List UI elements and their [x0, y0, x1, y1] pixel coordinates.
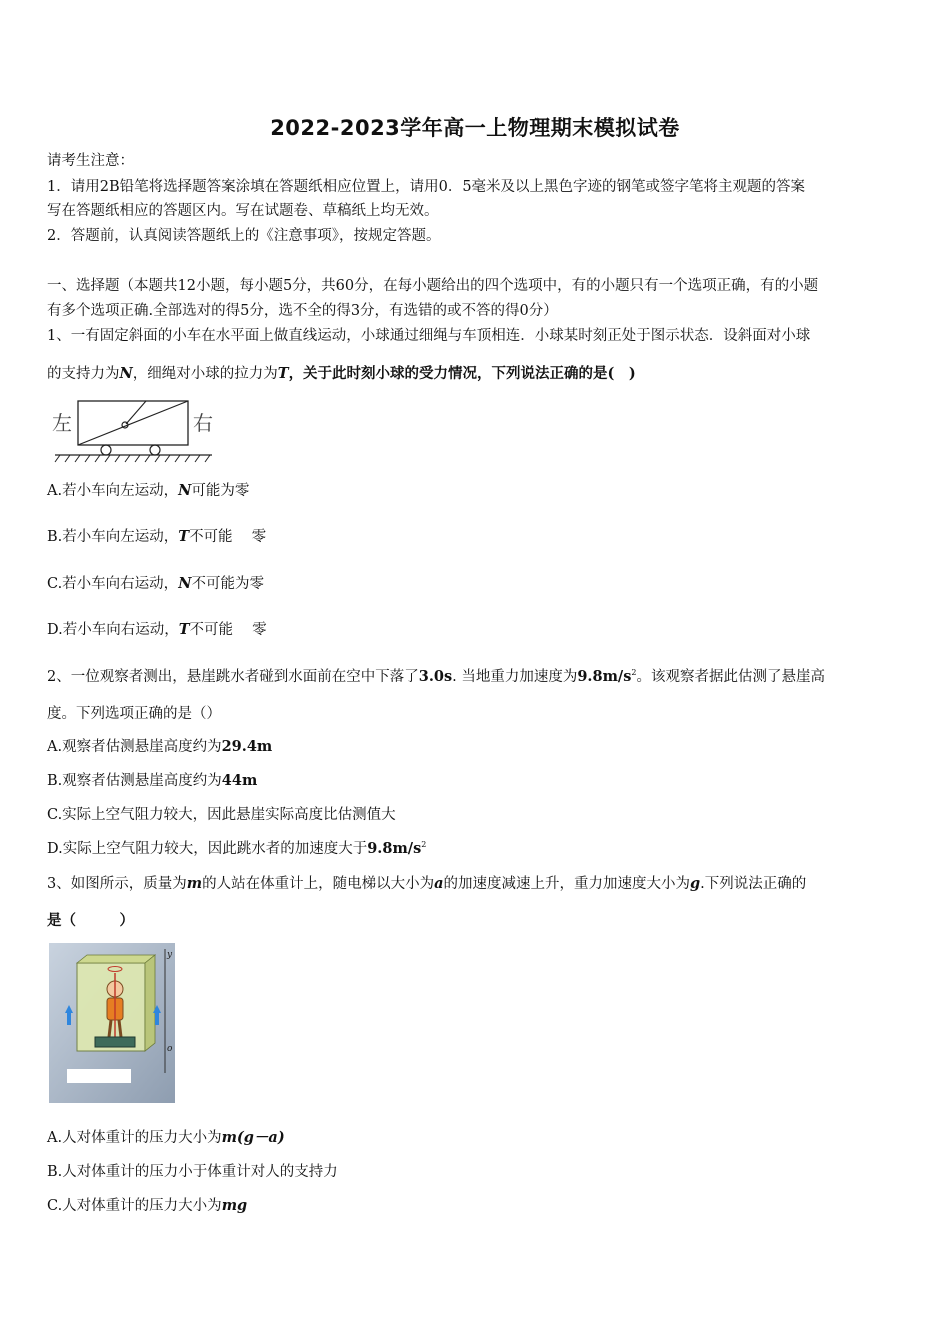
stem-text: 的加速度减速上升，重力加速度大小为	[443, 876, 690, 892]
person-leg-right	[119, 1020, 121, 1037]
q1-stem-text-c: ，关于此时刻小球的受力情况，下列说法正确的是( )	[288, 365, 636, 382]
label-left: 左	[52, 411, 72, 435]
q3-option-a	[47, 1128, 907, 1148]
page-title: 2022-2023学年高一上物理期末模拟试卷	[270, 116, 680, 140]
axis-label-y: y	[167, 950, 173, 960]
option-expr: m(g－a)	[221, 1129, 285, 1146]
q3-elevator-figure	[49, 943, 175, 1103]
q3-option-c	[47, 1196, 907, 1216]
option-text: A.观察者估测悬崖高度约为	[47, 739, 222, 755]
stem-var: m	[186, 875, 203, 892]
cabin-top	[77, 955, 155, 963]
arrow-up-right-shaft	[155, 1013, 159, 1025]
q1-var-n: N	[119, 365, 133, 382]
stem-text: .下列说法正确的	[700, 876, 807, 892]
notice-heading: 请考生注意：	[47, 153, 134, 169]
option-text: D.若小车向右运动，	[47, 622, 179, 638]
option-text: B.观察者估测悬崖高度约为	[47, 773, 222, 789]
option-text: 不可能 零	[189, 622, 267, 638]
option-text: 不可能为零	[191, 576, 264, 592]
arrow-up-left-shaft	[67, 1013, 71, 1025]
option-value: 9.8m/s	[367, 840, 422, 857]
stem-text: . 当地重力加速度为	[452, 669, 578, 685]
wheel-right	[150, 445, 160, 455]
wheel-left	[101, 445, 111, 455]
option-text: 可能为零	[191, 483, 250, 499]
q2-stem	[47, 667, 907, 687]
scale	[95, 1037, 135, 1047]
stem-text: 3、如图所示，质量为	[47, 876, 187, 892]
notice-item-1: 1．请用2B铅笔将选择题答案涂填在答题纸相应位置上，请用0．5毫米及以上黑色字迹的钢笔或签字笔将主观题的答案	[47, 179, 806, 195]
q3-option-b: B.人对体重计的压力小于体重计对人的支持力	[47, 1164, 338, 1180]
q1-var-t: T	[277, 365, 289, 382]
q1-stem-text-b: ，细绳对小球的拉力为	[132, 366, 278, 382]
section-1-heading-cont: 有多个选项正确.全部选对的得5分，选不全的得3分，有选错的或不答的得0分）	[47, 303, 558, 319]
q2-option-d	[47, 839, 907, 859]
option-superscript: 2	[421, 840, 427, 850]
q2-option-b	[47, 771, 907, 791]
option-text: 不可能 零	[189, 529, 267, 545]
stem-var: g	[689, 875, 701, 892]
option-text: D.实际上空气阻力较大，因此跳水者的加速度大于	[47, 841, 368, 857]
q1-cart-figure	[50, 396, 216, 466]
option-var: T	[178, 621, 190, 638]
notice-item-1-cont: 写在答题纸相应的答题区内。写在试题卷、草稿纸上均无效。	[47, 203, 439, 219]
option-expr: mg	[221, 1197, 248, 1214]
q3-stem-cont: 是（ ）	[47, 912, 134, 929]
q1-stem-text-a: 的支持力为	[47, 366, 120, 382]
option-value: 29.4m	[221, 738, 273, 755]
stem-value: 3.0s	[418, 668, 453, 685]
watermark-cover	[67, 1069, 131, 1083]
option-text: A.人对体重计的压力大小为	[47, 1130, 222, 1146]
label-right: 右	[193, 411, 213, 435]
q1-option-d	[47, 620, 907, 640]
option-var: N	[178, 482, 192, 499]
option-text: B.若小车向左运动，	[47, 529, 179, 545]
q2-option-c: C.实际上空气阻力较大，因此悬崖实际高度比估测值大	[47, 807, 396, 823]
notice-item-2: 2．答题前，认真阅读答题纸上的《注意事项》，按规定答题。	[47, 228, 441, 244]
option-var: N	[178, 575, 192, 592]
stem-text: 的人站在体重计上，随电梯以大小为	[202, 876, 435, 892]
stem-superscript: 2	[631, 668, 637, 678]
incline	[78, 401, 188, 445]
q2-stem-cont: 度。下列选项正确的是（）	[47, 706, 221, 722]
person-leg-left	[109, 1020, 111, 1037]
q1-option-c	[47, 574, 907, 594]
option-var: T	[178, 528, 190, 545]
option-text: C.人对体重计的压力大小为	[47, 1198, 222, 1214]
q2-option-a	[47, 737, 907, 757]
q1-stem-cont	[47, 364, 907, 384]
q3-stem	[47, 874, 907, 894]
option-value: 44m	[221, 772, 258, 789]
string	[126, 401, 146, 424]
q1-stem: 1、一有固定斜面的小车在水平面上做直线运动，小球通过细绳与车顶相连．小球某时刻正处于图示状态．设斜面对小球	[47, 328, 811, 344]
ground-hatching	[55, 455, 210, 462]
option-text: A.若小车向左运动，	[47, 483, 179, 499]
stem-text: 2、一位观察者测出，悬崖跳水者碰到水面前在空中下落了	[47, 669, 419, 685]
section-1-heading: 一、选择题（本题共12小题，每小题5分，共60分，在每小题给出的四个选项中，有的小题只有一个选项正确，有的小题	[47, 278, 819, 294]
q1-option-a	[47, 481, 907, 501]
q1-option-b	[47, 527, 907, 547]
stem-text: 。该观察者据此估测了悬崖高	[636, 669, 825, 685]
stem-var: a	[434, 875, 444, 892]
stem-value: 9.8m/s	[577, 668, 632, 685]
cabin-side	[145, 955, 155, 1051]
axis-label-o: o	[167, 1044, 173, 1054]
option-text: C.若小车向右运动，	[47, 576, 179, 592]
